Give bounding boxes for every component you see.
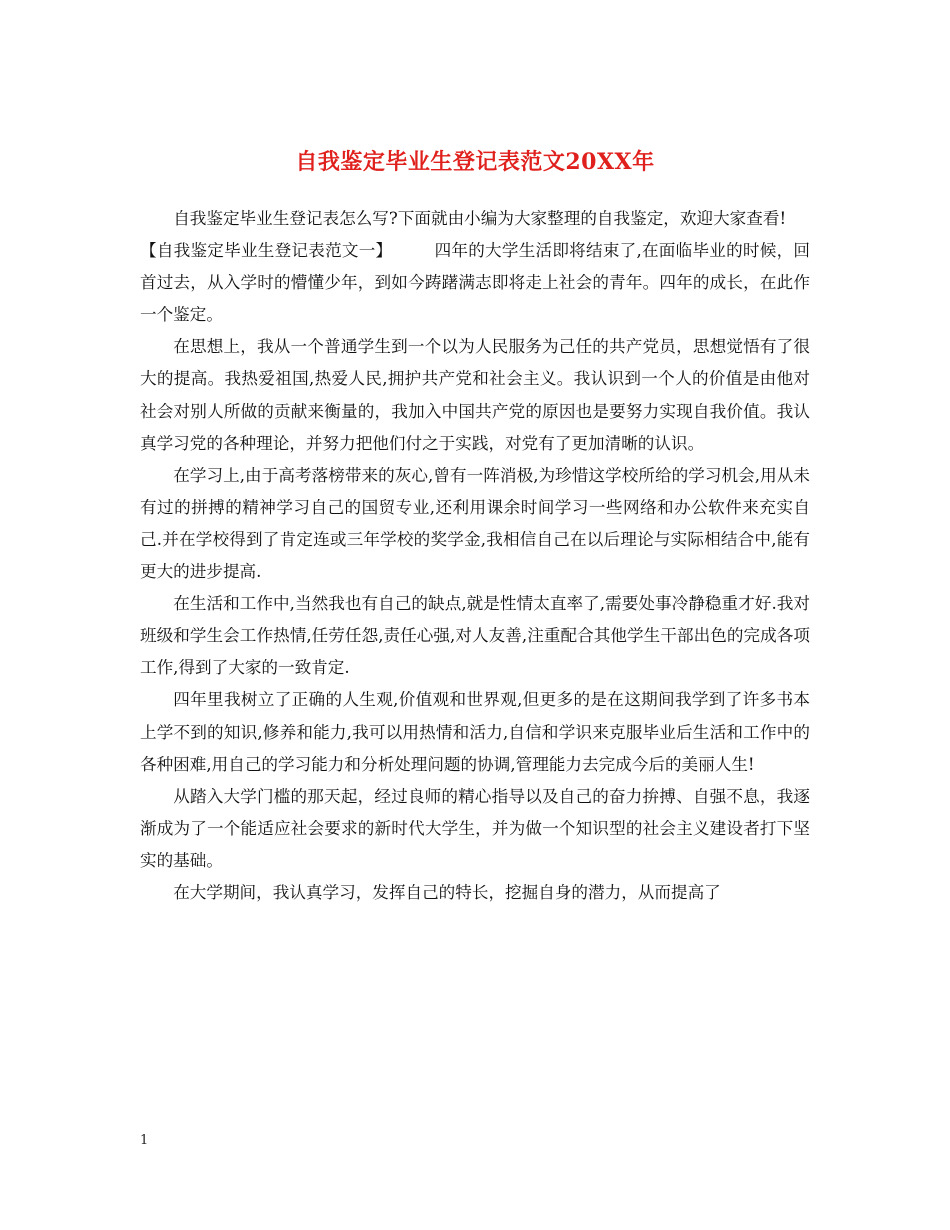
document-title: 自我鉴定毕业生登记表范文20XX年	[295, 148, 655, 175]
paragraph-life-work: 在生活和工作中,当然我也有自己的缺点,就是性情太直率了,需要处事冷静稳重才好.我对班级和学生会工作热情,任劳任怨,责任心强,对人友善,注重配合其他学生干部出色的完成各项工作,得到了大家的一致肯定.	[140, 594, 810, 678]
document-body	[140, 203, 810, 909]
page-number: 1	[140, 1133, 149, 1148]
sample-opening: 四年的大学生活即将结束了,在面临毕业的时候，回首过去，从入学时的懵懂少年，到如今踌躇满志即将走上社会的青年。四年的成长，在此作一个鉴定。	[140, 241, 810, 325]
paragraph-study: 在学习上,由于高考落榜带来的灰心,曾有一阵消极,为珍惜这学校所给的学习机会,用从未有过的拼搏的精神学习自己的国贸专业,还利用课余时间学习一些网络和办公软件来充实自己.并在学校得到了肯定连或三年学校的奖学金,我相信自己在以后理论与实际相结合中,能有更大的进步提高.	[140, 465, 810, 582]
paragraph-continued: 在大学期间，我认真学习，发挥自己的特长，挖掘自身的潜力，从而提高了	[173, 882, 721, 902]
sample-heading: 【自我鉴定毕业生登记表范文一】	[140, 241, 393, 261]
paragraph-values: 四年里我树立了正确的人生观,价值观和世界观,但更多的是在这期间我学到了许多书本上学不到的知识,修养和能力,我可以用热情和活力,自信和学识来克服毕业后生活和工作中的各种困难,用自己的学习能力和分析处理问题的协调,管理能力去完成今后的美丽人生!	[140, 690, 810, 774]
paragraph-thought: 在思想上，我从一个普通学生到一个以为人民服务为己任的共产党员，思想觉悟有了很大的提高。我热爱祖国,热爱人民,拥护共产党和社会主义。我认识到一个人的价值是由他对社会对别人所做的贡献来衡量的，我加入中国共产党的原因也是要努力实现自我价值。我认真学习党的各种理论，并努力把他们付之于实践，对党有了更加清晰的认识。	[140, 337, 810, 453]
paragraph-university: 从踏入大学门槛的那天起，经过良师的精心指导以及自己的奋力拚搏、自强不息，我逐渐成为了一个能适应社会要求的新时代大学生，并为做一个知识型的社会主义建设者打下坚实的基础。	[140, 786, 810, 870]
intro-paragraph: 自我鉴定毕业生登记表怎么写?下面就由小编为大家整理的自我鉴定，欢迎大家查看!	[173, 209, 787, 228]
sample-paragraph	[140, 235, 810, 331]
